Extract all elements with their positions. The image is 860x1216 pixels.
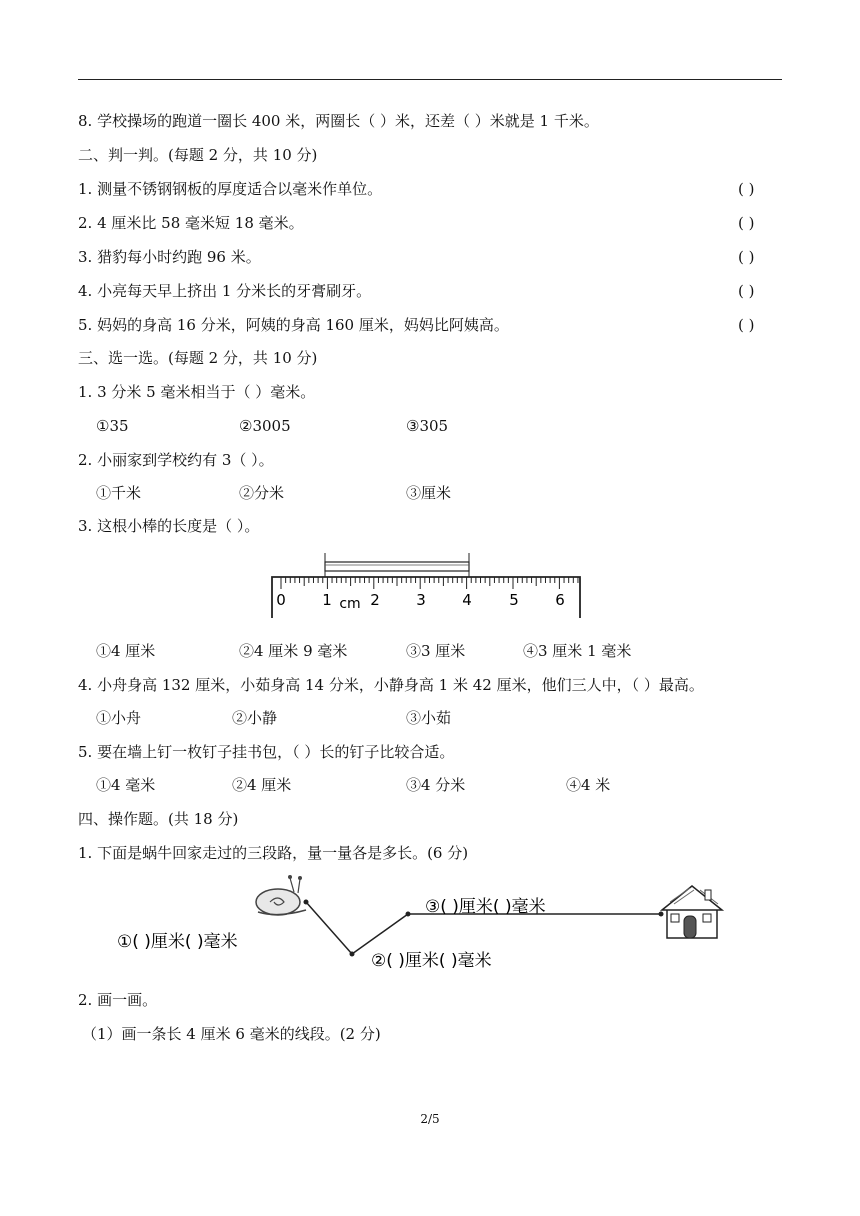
choice-4-option-1[interactable]: ①小舟 — [96, 709, 142, 727]
ruler-label-6: 6 — [555, 591, 565, 609]
ruler-label-5: 5 — [509, 591, 519, 609]
choice-3-option-1[interactable]: ①4 厘米 — [96, 642, 156, 660]
ruler-label-3: 3 — [416, 591, 426, 609]
choice-2-option-2[interactable]: ②分米 — [239, 484, 285, 502]
ruler-label-4: 4 — [462, 591, 472, 609]
segment-1-label[interactable]: ①( )厘米( )毫米 — [117, 932, 238, 952]
section-2-heading: 二、判一判。(每题 2 分，共 10 分) — [78, 146, 318, 164]
operation-question-2-sub-1: （1）画一条长 4 厘米 6 毫米的线段。(2 分) — [82, 1025, 381, 1043]
judge-answer-5[interactable]: ( ) — [738, 316, 755, 334]
choice-question-3: 3. 这根小棒的长度是（ ）。 — [78, 517, 260, 535]
ruler-label-0: 0 — [276, 591, 286, 609]
choice-5-option-4[interactable]: ④4 米 — [566, 776, 611, 794]
ruler-unit-label: cm — [339, 596, 361, 612]
judge-answer-2[interactable]: ( ) — [738, 214, 755, 232]
choice-3-option-4[interactable]: ④3 厘米 1 毫米 — [523, 642, 632, 660]
choice-5-option-3[interactable]: ③4 分米 — [406, 776, 466, 794]
header-rule — [78, 79, 782, 80]
judge-answer-4[interactable]: ( ) — [738, 282, 755, 300]
choice-4-option-3[interactable]: ③小茹 — [406, 709, 452, 727]
choice-5-option-1[interactable]: ①4 毫米 — [96, 776, 156, 794]
question-8: 8. 学校操场的跑道一圈长 400 米，两圈长（ ）米，还差（ ）米就是 1 千米。 — [78, 112, 599, 130]
segment-2-label[interactable]: ②( )厘米( )毫米 — [371, 951, 492, 971]
choice-question-2: 2. 小丽家到学校约有 3（ ）。 — [78, 451, 274, 469]
choice-3-option-2[interactable]: ②4 厘米 9 毫米 — [239, 642, 348, 660]
choice-4-option-2[interactable]: ②小静 — [232, 709, 278, 727]
path-point-start — [304, 900, 309, 905]
judge-item-1: 1. 测量不锈钢钢板的厚度适合以毫米作单位。 — [78, 180, 383, 198]
judge-item-5: 5. 妈妈的身高 16 分米，阿姨的身高 160 厘米，妈妈比阿姨高。 — [78, 316, 509, 334]
judge-answer-1[interactable]: ( ) — [738, 180, 755, 198]
path-segments-1-2 — [306, 902, 408, 954]
ruler-label-1: 1 — [322, 591, 332, 609]
stick — [325, 562, 469, 571]
path-point-3 — [406, 912, 411, 917]
choice-2-option-3[interactable]: ③厘米 — [406, 484, 452, 502]
segment-3-label[interactable]: ③( )厘米( )毫米 — [425, 897, 546, 917]
path-point-end — [659, 912, 664, 917]
choice-question-1: 1. 3 分米 5 毫米相当于（ ）毫米。 — [78, 383, 316, 401]
choice-2-option-1[interactable]: ①千米 — [96, 484, 142, 502]
choice-3-option-3[interactable]: ③3 厘米 — [406, 642, 466, 660]
page-number: 2/5 — [420, 1112, 440, 1126]
ruler-label-2: 2 — [370, 591, 380, 609]
choice-1-option-3[interactable]: ③305 — [406, 417, 449, 435]
judge-answer-3[interactable]: ( ) — [738, 248, 755, 266]
judge-item-3: 3. 猎豹每小时约跑 96 米。 — [78, 248, 261, 266]
house-icon — [662, 886, 722, 938]
judge-item-4: 4. 小亮每天早上挤出 1 分米长的牙膏刷牙。 — [78, 282, 372, 300]
operation-question-2: 2. 画一画。 — [78, 991, 158, 1009]
ruler-figure — [268, 550, 584, 620]
section-4-heading: 四、操作题。(共 18 分) — [78, 810, 239, 828]
choice-question-5: 5. 要在墙上钉一枚钉子挂书包，（ ）长的钉子比较合适。 — [78, 743, 455, 761]
snail-path-figure — [100, 872, 730, 982]
choice-5-option-2[interactable]: ②4 厘米 — [232, 776, 292, 794]
choice-1-option-2[interactable]: ②3005 — [239, 417, 291, 435]
operation-question-1: 1. 下面是蜗牛回家走过的三段路，量一量各是多长。(6 分) — [78, 844, 469, 862]
choice-1-option-1[interactable]: ①35 — [96, 417, 129, 435]
snail-icon — [256, 875, 306, 915]
section-3-heading: 三、选一选。(每题 2 分，共 10 分) — [78, 349, 318, 367]
judge-item-2: 2. 4 厘米比 58 毫米短 18 毫米。 — [78, 214, 304, 232]
ruler-body — [272, 577, 580, 618]
path-point-2 — [350, 952, 355, 957]
choice-question-4: 4. 小舟身高 132 厘米，小茹身高 14 分米，小静身高 1 米 42 厘米，他们三人中，（ ）最高。 — [78, 676, 704, 694]
